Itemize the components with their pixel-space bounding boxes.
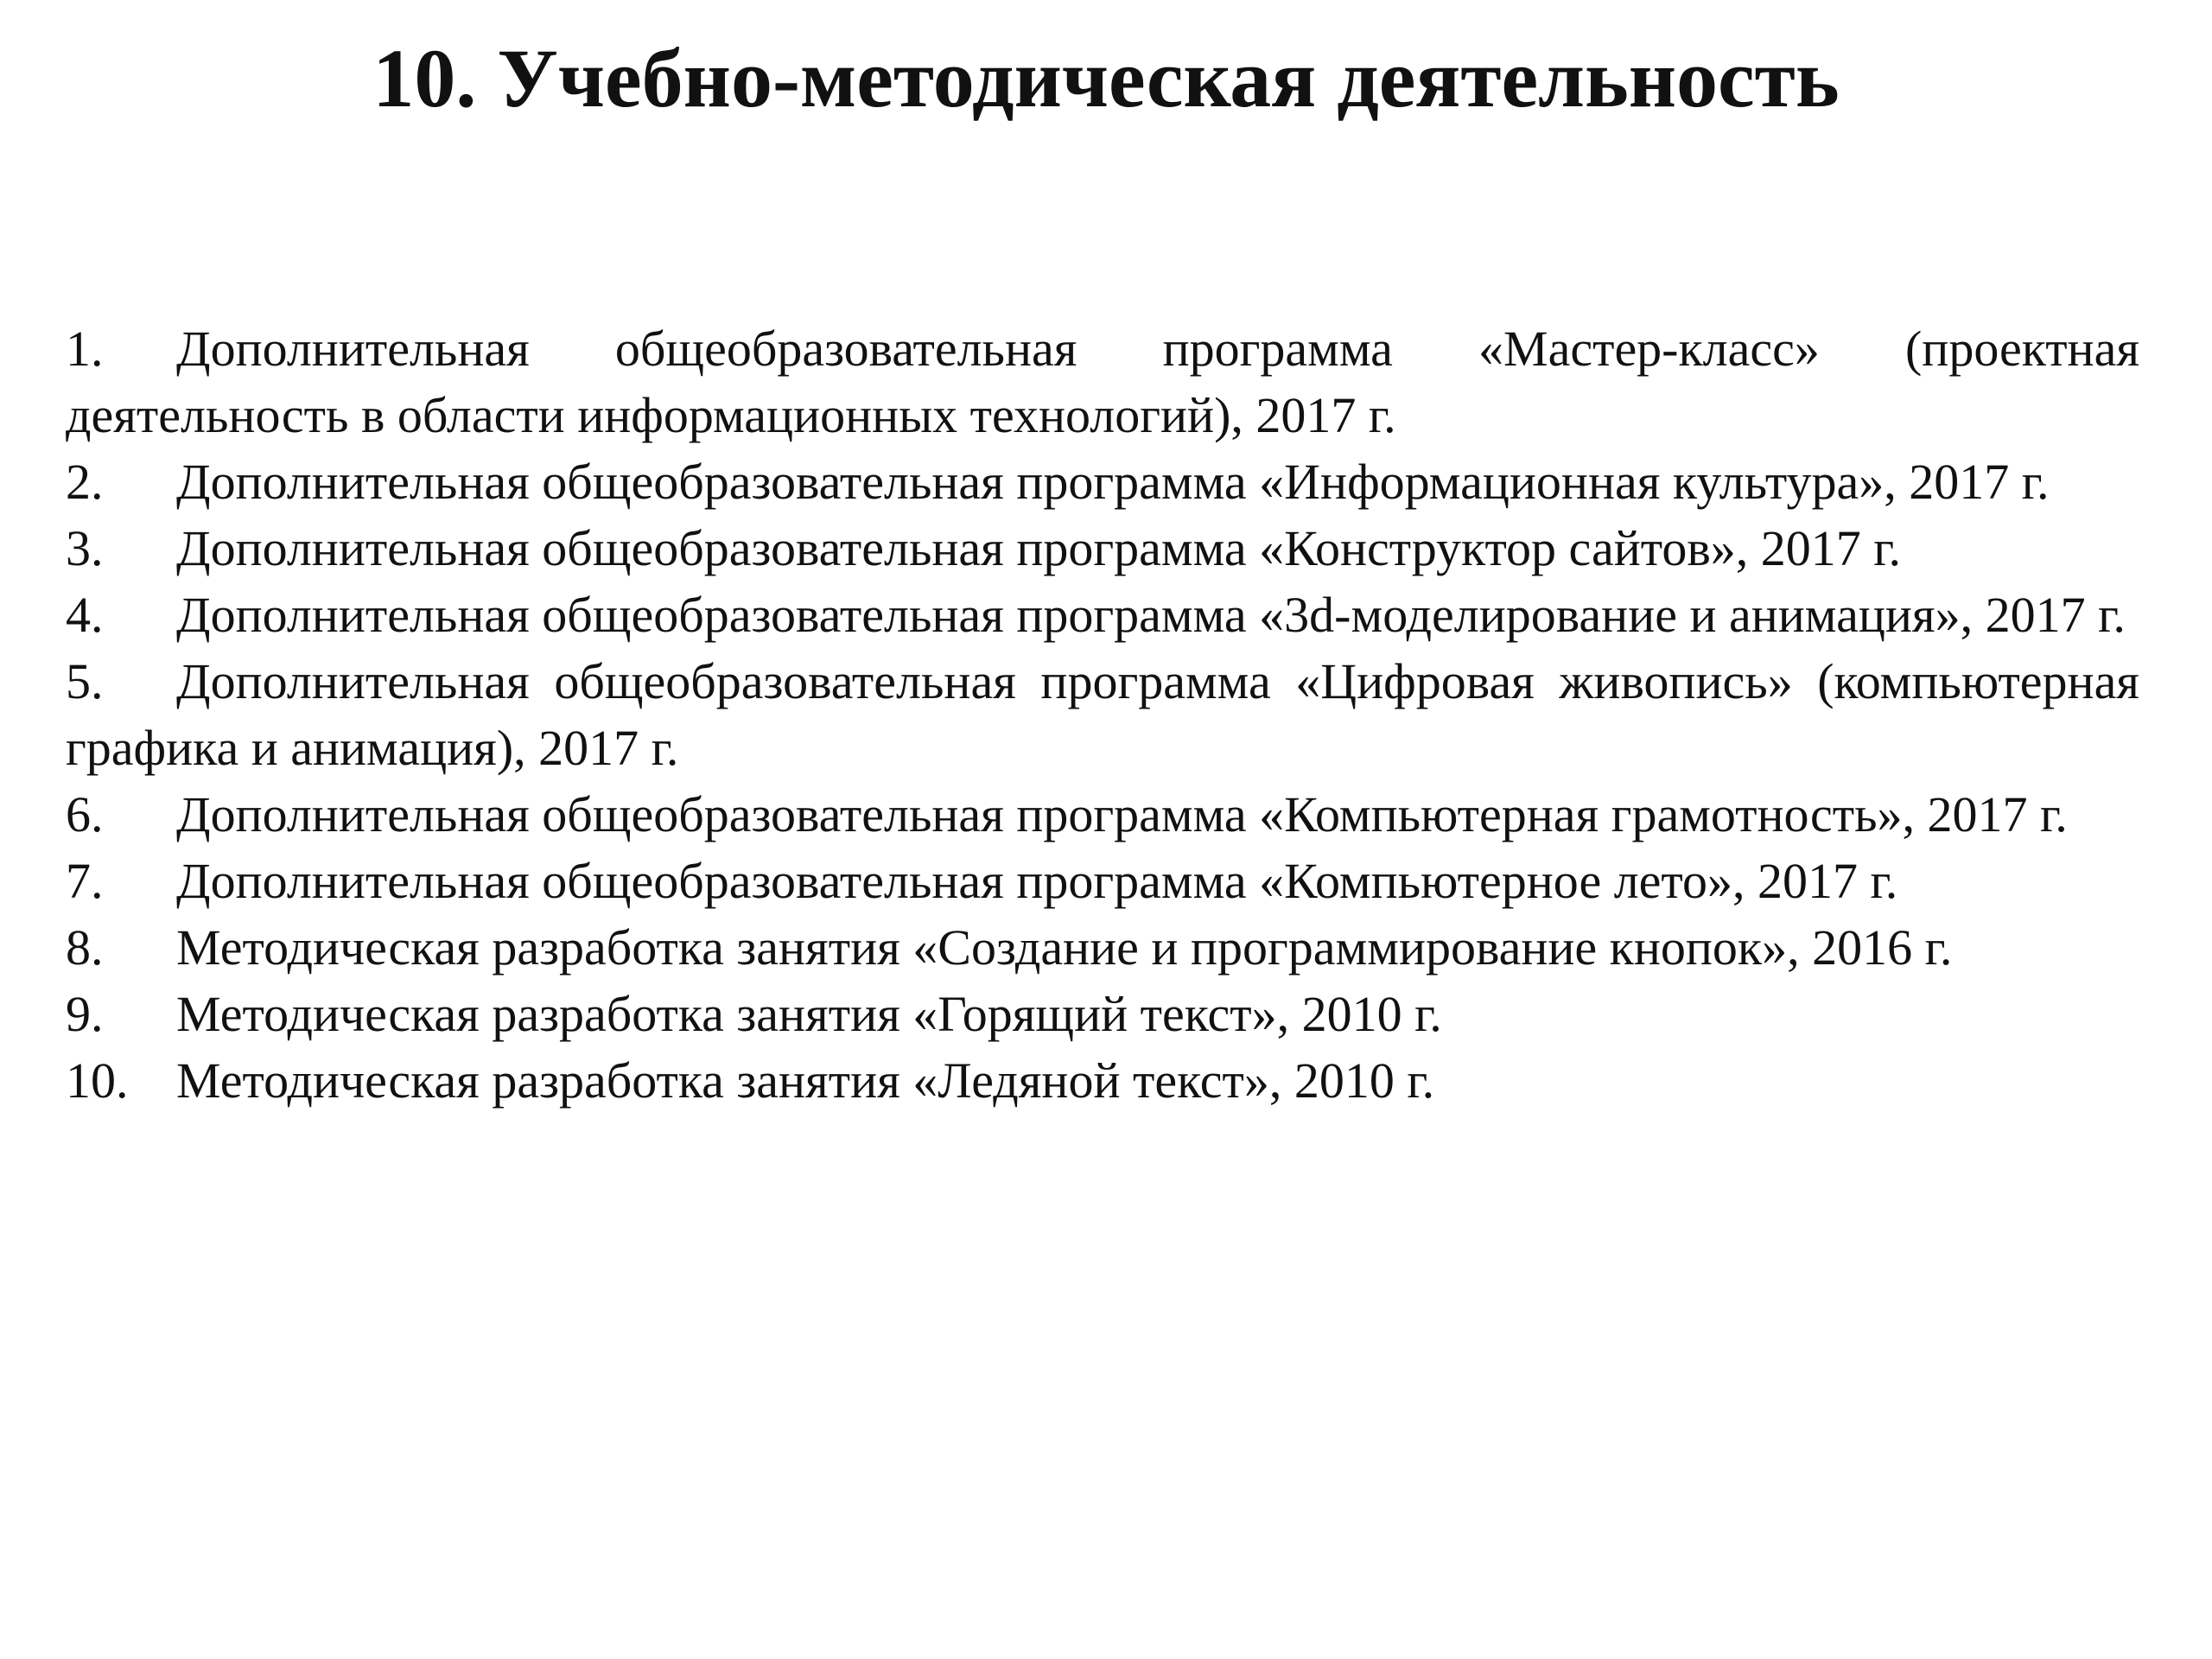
list-item-text: Дополнительная общеобразовательная программа «Мастер-класс» (проектная деятельность в области информационных технологий), 2017 г. [66, 321, 2139, 443]
list-item-number: 6. [66, 786, 104, 842]
list-item [66, 781, 2139, 848]
page-title: 10. Учебно-методическая деятельность [372, 32, 1840, 124]
list-item-text: Методическая разработка занятия «Создание и программирование кнопок», 2016 г. [176, 919, 1953, 976]
list-item-number: 8. [66, 919, 104, 976]
list-item [66, 1047, 2139, 1114]
list-item [66, 515, 2139, 582]
list-item [66, 848, 2139, 914]
list-item-text: Дополнительная общеобразовательная программа «Конструктор сайтов», 2017 г. [176, 520, 1901, 576]
list-item-text: Дополнительная общеобразовательная программа «Цифровая живопись» (компьютерная графика и анимация), 2017 г. [66, 653, 2139, 776]
list-item-number: 5. [66, 653, 104, 709]
list-item [66, 648, 2139, 781]
list-item [66, 914, 2139, 981]
list-item [66, 582, 2139, 648]
methodical-work-list [66, 315, 2139, 1114]
list-item-number: 2. [66, 454, 104, 510]
list-item-text: Дополнительная общеобразовательная программа «Компьютерная грамотность», 2017 г. [176, 786, 2068, 842]
list-item [66, 315, 2139, 448]
list-item-number: 10. [66, 1052, 129, 1109]
list-item-number: 4. [66, 587, 104, 643]
list-item-number: 9. [66, 986, 104, 1042]
list-item-number: 1. [66, 321, 104, 377]
list-item-text: Дополнительная общеобразовательная программа «3d-моделирование и анимация», 2017 г. [176, 587, 2126, 643]
list-item-number: 7. [66, 853, 104, 909]
list-item [66, 448, 2139, 515]
list-item-text: Методическая разработка занятия «Ледяной текст», 2010 г. [176, 1052, 1435, 1109]
list-item-text: Дополнительная общеобразовательная программа «Информационная культура», 2017 г. [176, 454, 2050, 510]
list-item-text: Дополнительная общеобразовательная программа «Компьютерное лето», 2017 г. [176, 853, 1898, 909]
list-item-text: Методическая разработка занятия «Горящий текст», 2010 г. [176, 986, 1442, 1042]
list-item [66, 981, 2139, 1047]
list-item-number: 3. [66, 520, 104, 576]
